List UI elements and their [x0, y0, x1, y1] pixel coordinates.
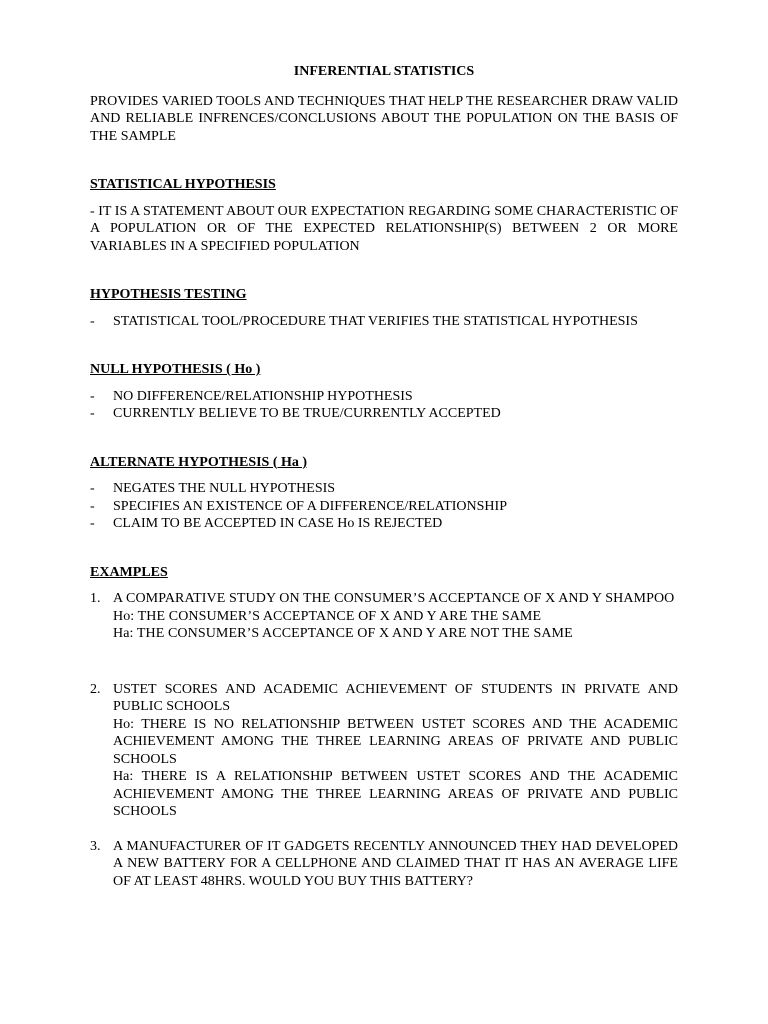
document-title: INFERENTIAL STATISTICS [293, 64, 475, 79]
example-null-hypothesis: Ho: THERE IS NO RELATIONSHIP BETWEEN USTET SCORES AND THE ACADEMIC ACHIEVEMENT AMONG THE THREE LEARNING AREAS OF PRIVATE AND PUBLIC SCHOOLS [113, 716, 678, 767]
example-number: 2. [90, 681, 101, 697]
example-text: USTET SCORES AND ACADEMIC ACHIEVEMENT OF STUDENTS IN PRIVATE AND PUBLIC SCHOOLS [113, 681, 678, 714]
example-number: 1. [90, 591, 101, 606]
list-item: - SPECIFIES AN EXISTENCE OF A DIFFERENCE/RELATIONSHIP [90, 498, 678, 516]
statistical-hypothesis-text: - IT IS A STATEMENT ABOUT OUR EXPECTATION REGARDING SOME CHARACTERISTIC OF A POPULATION OR OF THE EXPECTED RELATIONSHIP(S) BETWEEN 2 OR MORE VARIABLES IN A SPECIFIED POPULATION [90, 203, 678, 254]
example-alternate-hypothesis: Ha: THE CONSUMER’S ACCEPTANCE OF X AND Y ARE NOT THE SAME [113, 626, 573, 641]
example-item-1 [90, 590, 678, 643]
list-item: - CLAIM TO BE ACCEPTED IN CASE Ho IS REJECTED [90, 515, 678, 533]
alternate-hypothesis-heading: ALTERNATE HYPOTHESIS ( Ha ) [90, 454, 308, 470]
list-item: - STATISTICAL TOOL/PROCEDURE THAT VERIFIES THE STATISTICAL HYPOTHESIS [90, 313, 678, 331]
list-item: - NO DIFFERENCE/RELATIONSHIP HYPOTHESIS [90, 388, 678, 406]
hypothesis-testing-list [90, 313, 678, 331]
example-item-3 [90, 838, 678, 891]
example-text: A COMPARATIVE STUDY ON THE CONSUMER’S ACCEPTANCE OF X AND Y SHAMPOO [113, 591, 675, 606]
example-alternate-hypothesis: Ha: THERE IS A RELATIONSHIP BETWEEN USTET SCORES AND THE ACADEMIC ACHIEVEMENT AMONG THE THREE LEARNING AREAS OF PRIVATE AND PUBLIC SCHOOLS [113, 769, 678, 819]
statistical-hypothesis-heading: STATISTICAL HYPOTHESIS [90, 177, 276, 192]
intro-paragraph: PROVIDES VARIED TOOLS AND TECHNIQUES THAT HELP THE RESEARCHER DRAW VALID AND RELIABLE INFRENCES/CONCLUSIONS ABOUT THE POPULATION ON THE BASIS OF THE SAMPLE [90, 93, 678, 144]
example-null-hypothesis: Ho: THE CONSUMER’S ACCEPTANCE OF X AND Y ARE THE SAME [113, 608, 542, 624]
list-item: - CURRENTLY BELIEVE TO BE TRUE/CURRENTLY ACCEPTED [90, 405, 678, 423]
example-item-2 [90, 681, 678, 821]
list-item: - NEGATES THE NULL HYPOTHESIS [90, 480, 678, 498]
hypothesis-testing-heading: HYPOTHESIS TESTING [90, 287, 247, 302]
alternate-hypothesis-list [90, 480, 678, 533]
examples-heading: EXAMPLES [90, 564, 168, 580]
null-hypothesis-heading: NULL HYPOTHESIS ( Ho ) [90, 362, 261, 377]
null-hypothesis-list [90, 388, 678, 423]
example-text: A MANUFACTURER OF IT GADGETS RECENTLY ANNOUNCED THEY HAD DEVELOPED A NEW BATTERY FOR A CELLPHONE AND CLAIMED THAT IT HAS AN AVERAGE LIFE OF AT LEAST 48HRS. WOULD YOU BUY THIS BATTERY? [113, 838, 678, 889]
examples-list [90, 590, 678, 890]
example-number: 3. [90, 838, 101, 854]
document-body [90, 63, 678, 890]
